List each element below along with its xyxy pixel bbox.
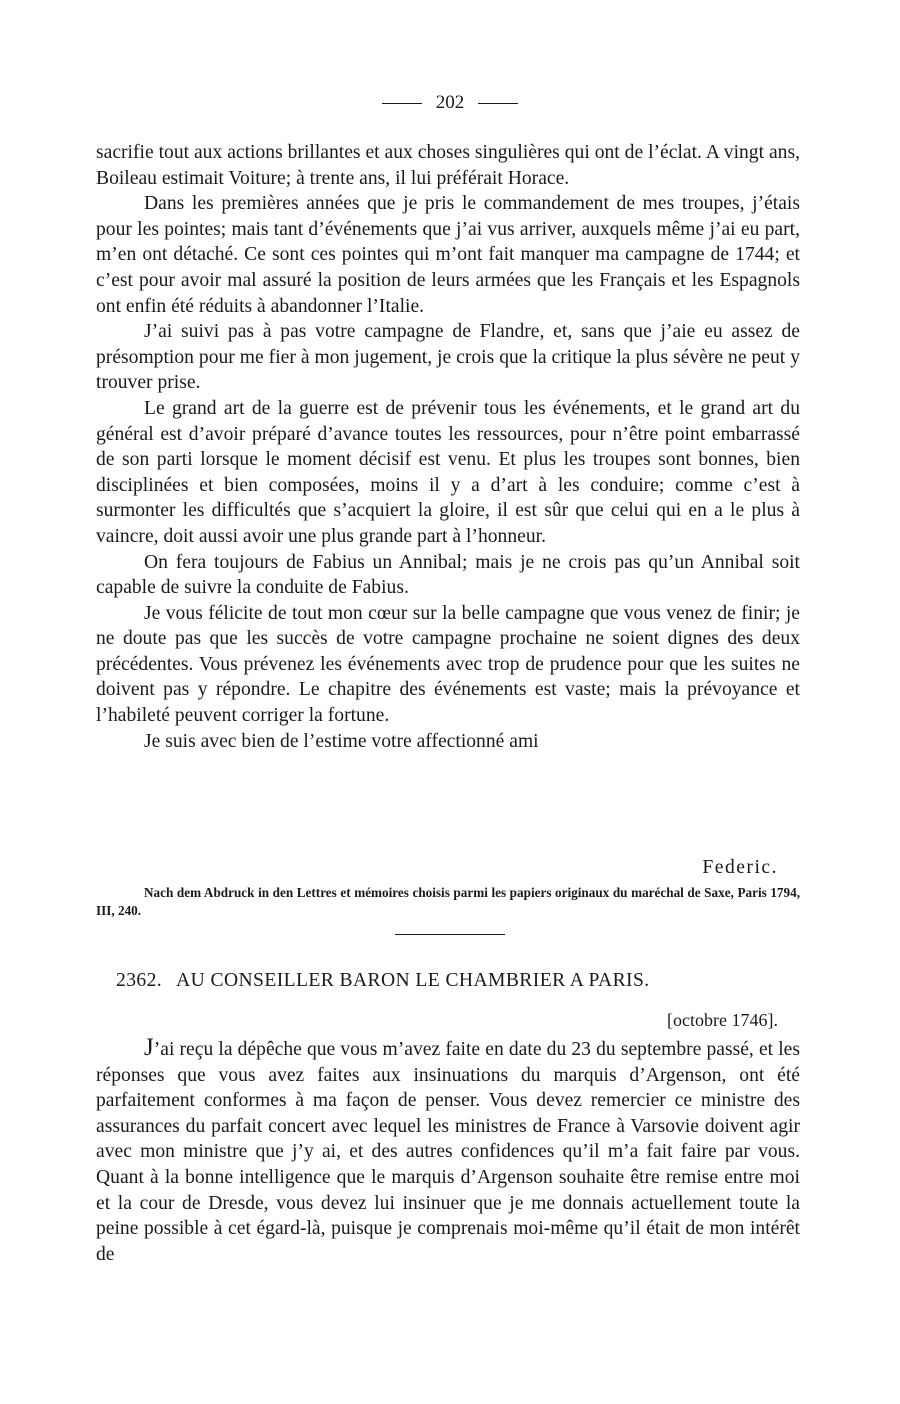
letter-body bbox=[96, 1035, 800, 1267]
signature: Federic. bbox=[702, 857, 778, 878]
page-header bbox=[0, 92, 900, 114]
letter-number: 2362. bbox=[116, 970, 163, 991]
paragraph: sacrifie tout aux actions brillantes et aux choses singulières qui ont de l’éclat. A vingt ans, Boileau estimait Voiture; à trente ans, il lui préférait Horace. bbox=[96, 142, 800, 189]
paragraph: Je suis avec bien de l’estime votre affectionné ami bbox=[144, 730, 539, 752]
paragraph: Je vous félicite de tout mon cœur sur la belle campagne que vous venez de finir; je ne doute pas que les succès de votre campagne prochaine ne soient dignes des deux précédentes. Vous prévenez les événements avec trop de prudence pour que les suites ne doivent pas y répondre. Le chapitre des événements est vaste; mais la prévoyance et l’habileté peuvent corriger la fortune. bbox=[96, 602, 800, 727]
paragraph-text: ’ai reçu la dépêche que vous m’avez faite en date du 23 du septembre passé, et les réponses que vous avez faites aux insinuations du marquis d’Argenson, ont été parfaitement conformes à ma façon de penser. Vous devez remercier ce ministre des assurances du parfait concert avec lequel les ministres de France à Varsovie doivent agir avec mon ministre que j’y ai, et des autres confidences qu’il m’a fait faire par vous. Quant à la bonne intelligence que le marquis d’Argenson souhaite être remise entre moi et la cour de Dresde, vous devez lui insinuer que je me donnais actuellement toute la peine possible à cet égard-là, puisque je comprenais moi-même qu’il était de mon intérêt de bbox=[96, 1039, 800, 1265]
paragraph: On fera toujours de Fabius un Annibal; mais je ne crois pas qu’un Annibal soit capable de suivre la conduite de Fabius. bbox=[96, 551, 800, 599]
source-note bbox=[96, 884, 800, 920]
header-rule-left bbox=[382, 103, 422, 104]
paragraph bbox=[96, 1035, 800, 1267]
paragraph: J’ai suivi pas à pas votre campagne de Flandre, et, sans que j’aie eu assez de présomption pour me fier à mon jugement, je crois que la critique la plus sévère ne peut y trouver prise. bbox=[96, 321, 800, 394]
page-number: 202 bbox=[435, 92, 465, 113]
letter-date: [octobre 1746]. bbox=[667, 1010, 778, 1030]
letter-heading bbox=[116, 970, 796, 992]
paragraph: Le grand art de la guerre est de prévenir tous les événements, et le grand art du général est d’avoir préparé d’avance toutes les ressources, pour n’être point embarrassé de son parti lorsque le moment décisif est venu. Et plus les troupes sont bonnes, bien disciplinées et bien composées, moins il y a d’art à les conduire; comme c’est à surmonter les difficultés que s’acquiert la gloire, il est sûr que celui qui en a le plus à vaincre, doit aussi avoir une plus grande part à l’honneur. bbox=[96, 397, 800, 547]
drop-cap: J bbox=[144, 1034, 154, 1061]
header-rule-right bbox=[478, 103, 518, 104]
paragraph: Dans les premières années que je pris le commandement de mes troupes, j’étais pour les pointes; mais tant d’événements que j’ai vus arriver, auxquels même j’ai eu part, m’en ont détaché. Ce sont ces pointes qui m’ont fait manquer ma campagne de 1744; et c’est pour avoir mal assuré la position de leurs armées que les Français et les Espagnols ont enfin été réduits à abandonner l’Italie. bbox=[96, 193, 800, 317]
letter-title: AU CONSEILLER BARON LE CHAMBRIER A PARIS. bbox=[176, 970, 650, 991]
letter-body-continued bbox=[96, 140, 800, 754]
source-note-text: Nach dem Abdruck in den Lettres et mémoires choisis parmi les papiers originaux du maréchal de Saxe, Paris 1794, III, 240. bbox=[96, 885, 800, 918]
section-divider bbox=[395, 934, 505, 935]
